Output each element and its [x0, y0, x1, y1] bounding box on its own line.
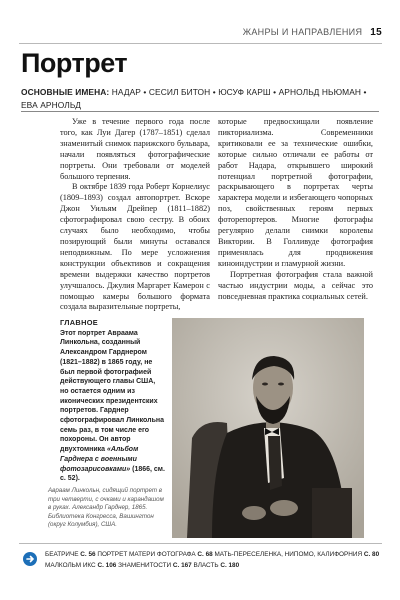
divider: [19, 543, 382, 544]
paragraph: которые предвосхищали появление пикториализма. Современники критиковали ее за технические ошибки, которые сильно отличали ее работы от работ Надара, открывшего широкий потенциал портретной фотографии, раскрывающего в портретах черты характера модели и избегающего чопорных поз, свойственных героям первых фоторепортеров. Многие фотографы регулярно делали снимки королевы Виктории. В Голливуде фотография применялась для продвижения киноиндустрии и гламурной жизни.: [218, 117, 373, 268]
caption-text: [60, 329, 165, 484]
key-caption: [60, 318, 165, 484]
xref-item[interactable]: [45, 562, 116, 569]
xref-page: С. 106: [97, 562, 117, 569]
xref-item[interactable]: [214, 551, 379, 558]
photo-credit: Авраам Линкольн, сидящий портрет в три четверти, с очками и карандашом в руках. Александр Гарднер, 1865. Библиотека Конгресса, Вашингтон (округ Колумбия), США.: [48, 487, 164, 529]
caption-italic: «Альбом Гарднера с военными фотозарисовками»: [60, 446, 139, 473]
key-names-line1: НАДАР • СЕСИЛ БИТОН • ЮСУФ КАРШ • АРНОЛЬД НЬЮМАН •: [109, 87, 367, 97]
lincoln-portrait-photo: [172, 318, 364, 538]
page-number: 15: [370, 27, 382, 38]
xref-title: МАЛКОЛЬМ ИКС: [45, 562, 96, 569]
xref-item[interactable]: [97, 551, 212, 558]
running-header: [19, 27, 382, 44]
xref-page: С. 80: [363, 551, 380, 558]
xref-title: МАТЬ-ПЕРЕСЕЛЕНКА, НИПОМО, КАЛИФОРНИЯ: [214, 551, 363, 558]
cross-references: [45, 549, 380, 571]
key-names: [21, 86, 381, 112]
xref-title: ВЛАСТЬ: [193, 562, 219, 569]
paragraph: В октябре 1839 года Роберт Корнелиус (1809–1893) создал автопортрет. Вскоре Джон Уильям Дрейпер (1811–1882) сфотографировал свою сестру. В обоих случаях было необходимо, чтобы позирующий были минуты оставался неподвижным. По мере усложнения конструкции объективов и сокращения времени выдержки качество портретов улучшалось. Джулия Маргарет Камерон с помощью камеры большого формата создала выразительные портреты,: [60, 182, 210, 312]
xref-line: [45, 560, 380, 571]
page-title: Портрет: [21, 48, 128, 78]
key-names-label: ОСНОВНЫЕ ИМЕНА:: [21, 87, 110, 97]
xref-item[interactable]: [118, 562, 192, 569]
xref-page: С. 180: [220, 562, 240, 569]
key-names-line2: ЕВА АРНОЛЬД: [21, 100, 82, 110]
xref-line: [45, 549, 380, 560]
xref-page: С. 167: [172, 562, 192, 569]
xref-page: С. 68: [197, 551, 213, 558]
paragraph: Портретная фотография стала важной частью индустрии моды, а сейчас это повседневная практика социальных сетей.: [218, 269, 373, 301]
caption-title: ГЛАВНОЕ: [60, 318, 98, 327]
caption-text-part: Этот портрет Авраама Линкольна, созданный Александром Гарднером (1821–1882) в 1865 году, не был первой фотографией действующего главы США, но остается одним из иконических президентских портретов. Гарднер сфотографировал Линкольна семь раз, в том числе его похороны. Он автор двухтомника: [60, 329, 165, 454]
arrow-right-icon: [25, 554, 35, 564]
section-title: ЖАНРЫ И НАПРАВЛЕНИЯ: [242, 27, 363, 37]
xref-title: БЕАТРИЧЕ: [45, 551, 79, 558]
xref-item[interactable]: [45, 551, 96, 558]
caption-text-part: (1866, см. с. 52).: [60, 465, 165, 483]
divider: [21, 111, 379, 112]
portrait-image: [172, 318, 364, 538]
xref-page: С. 56: [80, 551, 96, 558]
text-column-right: [218, 117, 373, 302]
paragraph: Уже в течение первого года после того, как Луи Дагер (1787–1851) сделал знаменитый снимок парижского бульвара, начали появляться фотографические портреты. Они требовали от моделей большого терпения.: [60, 117, 210, 181]
xref-item[interactable]: [194, 562, 240, 569]
xref-title: ЗНАМЕНИТОСТИ: [118, 562, 172, 569]
cross-reference-arrow-icon: [23, 552, 37, 566]
text-column-left: [60, 117, 210, 313]
xref-title: ПОРТРЕТ МАТЕРИ ФОТОГРАФА: [97, 551, 196, 558]
